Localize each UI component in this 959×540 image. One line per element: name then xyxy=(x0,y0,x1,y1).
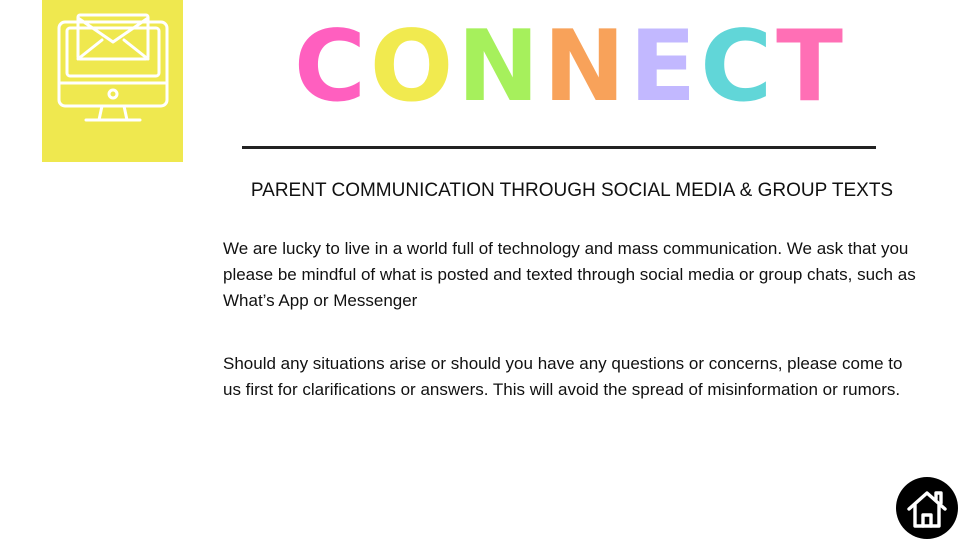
connect-letter: T xyxy=(776,10,848,124)
connect-letter: N xyxy=(543,10,630,124)
connect-letter: N xyxy=(457,10,544,124)
home-button[interactable] xyxy=(896,477,958,539)
paragraph-1: We are lucky to live in a world full of technology and mass communication. We ask that you please be mindful of what is posted and texted through social media or group chats, such as What’s App or Messenger xyxy=(223,239,916,310)
logo-tile xyxy=(42,0,183,162)
computer-mail-icon xyxy=(56,12,170,126)
home-icon xyxy=(903,484,951,532)
connect-title-wrap xyxy=(294,10,854,124)
connect-title xyxy=(294,10,854,124)
section-heading: PARENT COMMUNICATION THROUGH SOCIAL MEDIA & GROUP TEXTS xyxy=(250,180,894,201)
connect-letter: O xyxy=(369,10,458,124)
connect-letter: E xyxy=(629,10,701,124)
connect-letter: C xyxy=(294,10,370,124)
connect-letter: C xyxy=(700,10,777,124)
paragraph-2: Should any situations arise or should you have any questions or concerns, please come to us first for clarifications or answers. This will avoid the spread of misinformation or rumors. xyxy=(223,354,903,399)
title-divider xyxy=(242,146,876,149)
